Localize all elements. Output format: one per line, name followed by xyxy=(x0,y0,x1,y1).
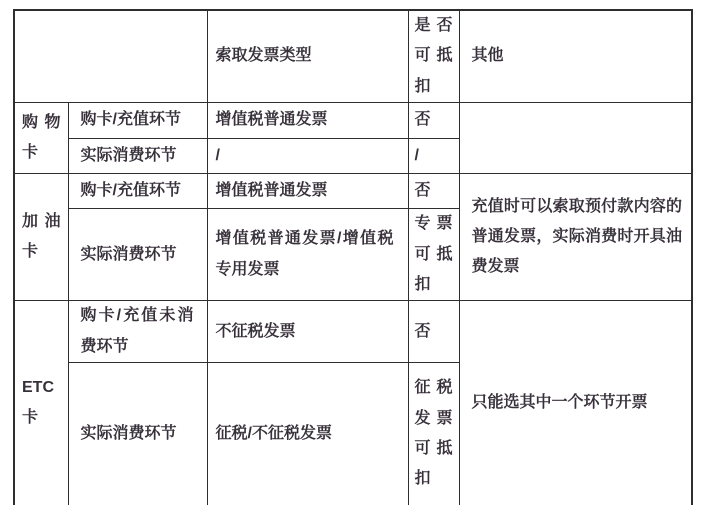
card-cell-etc: ETC卡 xyxy=(14,301,68,505)
table-row-fuel-purchase xyxy=(14,174,692,209)
header-cell-blank xyxy=(14,10,207,103)
other-cell-fuel: 充值时可以索取预付款内容的普通发票，实际消费时开具油费发票 xyxy=(459,174,692,301)
deductible-cell: / xyxy=(408,139,459,174)
invoice-type-cell: 增值税普通发票/增值税专用发票 xyxy=(207,209,408,301)
deductible-cell: 否 xyxy=(408,174,459,209)
card-cell-fuel: 加油卡 xyxy=(14,174,68,301)
invoice-rules-table xyxy=(13,9,693,505)
deductible-cell: 否 xyxy=(408,103,459,139)
stage-cell: 购卡/充值未消费环节 xyxy=(68,301,207,363)
table-row-etc-purchase xyxy=(14,301,692,363)
stage-cell: 实际消费环节 xyxy=(68,363,207,505)
header-cell-other: 其他 xyxy=(459,10,692,103)
stage-cell: 购卡/充值环节 xyxy=(68,174,207,209)
stage-cell: 实际消费环节 xyxy=(68,209,207,301)
card-cell-shopping: 购物卡 xyxy=(14,103,68,174)
invoice-type-cell: 不征税发票 xyxy=(207,301,408,363)
deductible-cell: 征税发票可抵扣 xyxy=(408,363,459,505)
other-cell-shopping xyxy=(459,103,692,174)
header-cell-deductible: 是否可抵扣 xyxy=(408,10,459,103)
deductible-cell: 专票可抵扣 xyxy=(408,209,459,301)
stage-cell: 实际消费环节 xyxy=(68,139,207,174)
invoice-type-cell: / xyxy=(207,139,408,174)
stage-cell: 购卡/充值环节 xyxy=(68,103,207,139)
invoice-type-cell: 征税/不征税发票 xyxy=(207,363,408,505)
table-header-row xyxy=(14,10,692,103)
invoice-type-cell: 增值税普通发票 xyxy=(207,174,408,209)
other-cell-etc: 只能选其中一个环节开票 xyxy=(459,301,692,505)
deductible-cell: 否 xyxy=(408,301,459,363)
invoice-type-cell: 增值税普通发票 xyxy=(207,103,408,139)
header-cell-invoice-type: 索取发票类型 xyxy=(207,10,408,103)
table-row-shopping-purchase xyxy=(14,103,692,139)
